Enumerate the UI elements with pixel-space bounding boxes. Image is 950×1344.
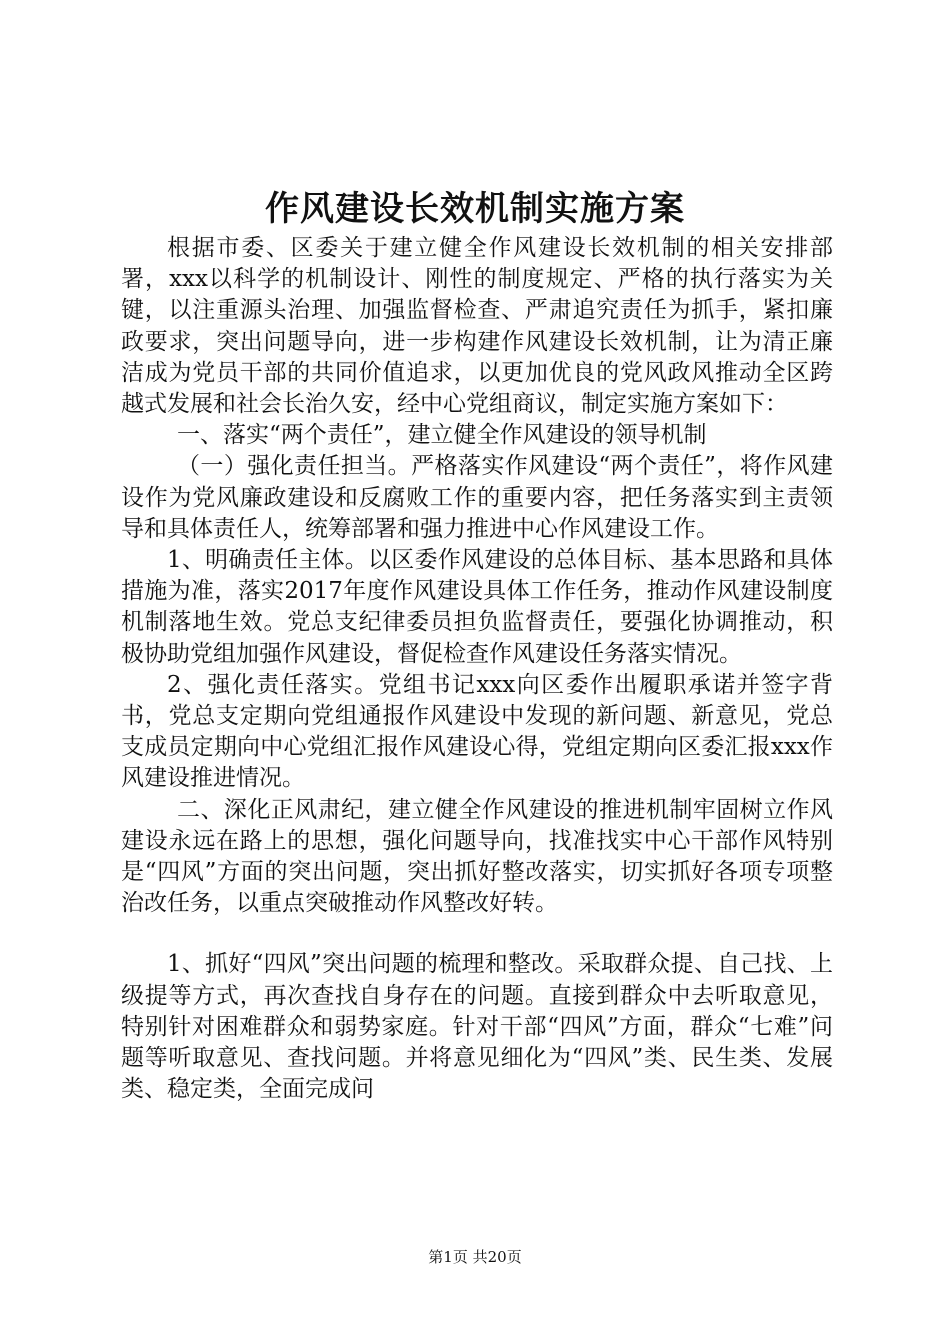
paragraph-section-2-item-1: 1、抓好“四风”突出问题的梳理和整改。采取群众提、自己找、上级提等方式，再次查找自身存在的问题。直接到群众中去听取意见，特别针对困难群众和弱势家庭。针对干部“四风”方面，群众“七难”问题等听取意见、查找问题。并将意见细化为“四风”类、民生类、发展类、稳定类，全面完成问 <box>121 951 833 1103</box>
paragraph-subsection-1: （一）强化责任担当。严格落实作风建设“两个责任”，将作风建设作为党风廉政建设和反腐败工作的重要内容，把任务落实到主责领导和具体责任人，统筹部署和强力推进中心作风建设工作。 <box>121 453 833 542</box>
page-number-footer: 第1页 共20页 <box>428 1248 522 1266</box>
paragraph-gap <box>121 919 833 949</box>
document-title: 作风建设长效机制实施方案 <box>265 189 685 229</box>
paragraph-item-1: 1、明确责任主体。以区委作风建设的总体目标、基本思路和具体措施为准，落实2017年度作风建设具体工作任务，推动作风建设制度机制落地生效。党总支纪律委员担负监督责任，要强化协调推动，积极协助党组加强作风建设，督促检查作风建设任务落实情况。 <box>121 547 833 667</box>
document-body <box>121 233 833 1105</box>
paragraph-intro: 根据市委、区委关于建立健全作风建设长效机制的相关安排部署，xxx以科学的机制设计、刚性的制度规定、严格的执行落实为关键，以注重源头治理、加强监督检查、严肃追究责任为抓手，紧扣廉政要求，突出问题导向，进一步构建作风建设长效机制，让为清正廉洁成为党员干部的共同价值追求，以更加优良的党风政风推动全区跨越式发展和社会长治久安，经中心党组商议，制定实施方案如下： <box>121 235 833 418</box>
paragraph-item-2: 2、强化责任落实。党组书记xxx向区委作出履职承诺并签字背书，党总支定期向党组通报作风建设中发现的新问题、新意见，党总支成员定期向中心党组汇报作风建设心得，党组定期向区委汇报xxx作风建设推进情况。 <box>121 671 833 792</box>
heading-section-1: 一、落实“两个责任”，建立健全作风建设的领导机制 <box>177 422 707 449</box>
paragraph-section-2: 二、深化正风肃纪，建立健全作风建设的推进机制牢固树立作风建设永远在路上的思想，强化问题导向，找准找实中心干部作风特别是“四风”方面的突出问题，突出抓好整改落实，切实抓好各项专项整治改任务，以重点突破推动作风整改好转。 <box>121 796 833 917</box>
